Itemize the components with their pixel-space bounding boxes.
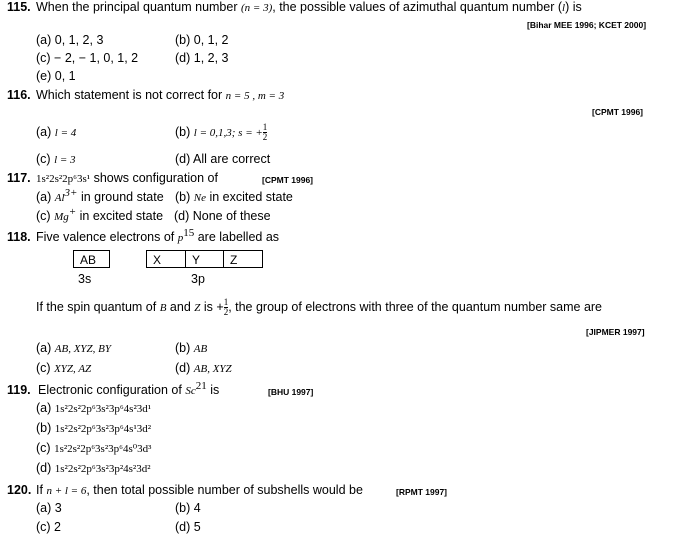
q117-option-c-math: Mg xyxy=(54,211,69,223)
q119-option-b-label: (b) xyxy=(36,421,52,435)
q119-option-a[interactable] xyxy=(36,401,151,417)
q115-option-a[interactable]: (a) 0, 1, 2, 3 xyxy=(36,33,104,47)
q115-stem-math: (n = 3) xyxy=(241,2,273,14)
q116-option-a-label: (a) xyxy=(36,125,52,139)
q115-option-c[interactable]: (c) − 2, − 1, 0, 1, 2 xyxy=(36,51,139,65)
q118-option-b-math: AB xyxy=(193,343,208,355)
orbital-box-3p-z xyxy=(223,250,263,268)
orbital-box-3p-y xyxy=(185,250,224,268)
q117-option-b[interactable] xyxy=(175,190,293,206)
q117-option-a-text: in ground state xyxy=(80,190,164,204)
q118-option-c-math: XYZ, AZ xyxy=(54,363,92,375)
q118-option-a[interactable] xyxy=(36,341,111,357)
q118-stem2-and: and xyxy=(169,300,191,314)
q120-source: [RPMT 1997] xyxy=(396,487,448,497)
q120-option-a[interactable]: (a) 3 xyxy=(36,501,62,515)
q117-option-c[interactable] xyxy=(36,205,164,225)
q119-stem-is: is xyxy=(210,383,220,397)
q118-stem-text2: are labelled as xyxy=(197,230,280,244)
q116-option-b-label: (b) xyxy=(175,125,191,139)
q118-source: [JIPMER 1997] xyxy=(586,327,645,337)
q117-option-a[interactable] xyxy=(36,186,164,206)
q119-stem-text: Electronic configuration of xyxy=(38,383,182,397)
q116-option-d[interactable]: (d) All are correct xyxy=(175,152,271,166)
q118-option-b[interactable] xyxy=(175,341,207,357)
q115-stem xyxy=(36,0,582,16)
q119-option-d-label: (d) xyxy=(36,461,52,475)
orbital-label-3s: 3s xyxy=(78,272,92,286)
q119-option-a-config: 1s²2s²2p⁶3s²3p⁶4s²3d¹ xyxy=(54,403,152,415)
q120-option-c[interactable]: (c) 2 xyxy=(36,520,61,534)
q116-source: [CPMT 1996] xyxy=(592,107,644,117)
q119-option-b-config: 1s²2s²2p⁶3s²3p⁶4s¹3d² xyxy=(54,423,152,435)
q118-stem-p: p xyxy=(177,232,184,244)
q116-option-c[interactable] xyxy=(36,152,76,168)
q117-stem xyxy=(36,171,218,187)
orbital-label-3p: 3p xyxy=(191,272,205,286)
q116-option-b-math: l = 0,1,3; s = + xyxy=(193,127,263,139)
q118-option-c[interactable] xyxy=(36,361,91,377)
q116-option-c-math: l = 3 xyxy=(54,154,76,166)
q117-number: 117. xyxy=(7,171,31,185)
q118-stem2-text: If the spin quantum of xyxy=(36,300,157,314)
q119-number: 119. xyxy=(7,383,31,397)
q117-option-c-text: in excited state xyxy=(79,209,164,223)
q120-option-b[interactable]: (b) 4 xyxy=(175,501,201,515)
q116-option-b-fraction xyxy=(263,123,268,142)
q118-option-d-math: AB, XYZ xyxy=(193,363,232,375)
q118-option-d-label: (d) xyxy=(175,361,191,375)
q118-option-d[interactable] xyxy=(175,361,232,377)
q117-option-a-math: Al xyxy=(54,192,65,204)
q119-option-c[interactable] xyxy=(36,441,151,457)
q119-option-b[interactable] xyxy=(36,421,151,437)
q117-option-b-label: (b) xyxy=(175,190,191,204)
orbital-box-3p-x xyxy=(146,250,186,268)
q115-stem-text3: ) is xyxy=(565,0,582,14)
q117-option-d[interactable]: (d) None of these xyxy=(174,209,271,223)
q115-option-e[interactable]: (e) 0, 1 xyxy=(36,69,76,83)
q115-source: [Bihar MEE 1996; KCET 2000] xyxy=(527,20,647,30)
q119-stem-sup: 21 xyxy=(195,379,207,392)
q117-option-a-sup: 3+ xyxy=(64,186,78,199)
q118-option-b-label: (b) xyxy=(175,341,191,355)
q117-option-c-sup: + xyxy=(68,205,77,218)
q116-stem-math: n = 5 , m = 3 xyxy=(225,90,285,102)
q116-fraction-num: 1 xyxy=(262,122,268,133)
orbital-box-y-label: Y xyxy=(192,253,201,267)
q116-option-a[interactable] xyxy=(36,125,76,141)
orbital-box-z-label: Z xyxy=(230,253,238,267)
q118-option-a-label: (a) xyxy=(36,341,52,355)
q118-stem-sup: 15 xyxy=(183,226,195,239)
orbital-box-3s-label: AB xyxy=(80,253,97,267)
q118-option-a-math: AB, XYZ, BY xyxy=(54,343,111,355)
q119-option-c-config: 1s²2s²2p⁶3s²3p⁶4s⁰3d³ xyxy=(54,443,152,455)
q118-fraction-den: 2 xyxy=(223,307,229,318)
q116-stem-text: Which statement is not correct for xyxy=(36,88,223,102)
orbital-box-3s xyxy=(73,250,110,268)
q118-stem2 xyxy=(36,296,602,319)
q116-stem xyxy=(36,88,284,104)
q118-option-c-label: (c) xyxy=(36,361,51,375)
q120-option-d[interactable]: (d) 5 xyxy=(175,520,201,534)
q117-option-c-label: (c) xyxy=(36,209,51,223)
q119-option-a-label: (a) xyxy=(36,401,52,415)
q119-stem xyxy=(38,379,220,399)
q117-config: 1s²2s²2p⁶3s¹ xyxy=(36,173,91,185)
q118-stem2-z: Z xyxy=(194,302,201,314)
q119-source: [BHU 1997] xyxy=(268,387,314,397)
q118-stem-text: Five valence electrons of xyxy=(36,230,175,244)
q116-fraction-den: 2 xyxy=(262,132,268,143)
q118-stem2-is: is + xyxy=(203,300,224,314)
q117-stem-text: shows configuration of xyxy=(93,171,218,185)
q115-stem-text2: , the possible values of azimuthal quantum number ( xyxy=(272,0,562,14)
q117-option-b-text: in excited state xyxy=(209,190,293,204)
q115-stem-text: When the principal quantum number xyxy=(36,0,238,14)
q116-option-c-label: (c) xyxy=(36,152,51,166)
q116-number: 116. xyxy=(7,88,31,102)
q118-fraction-num: 1 xyxy=(223,297,229,308)
q115-stem-l: l xyxy=(562,2,566,14)
q119-option-d-config: 1s²2s²2p⁶3s²3p²4s²3d² xyxy=(54,463,151,475)
q116-option-a-math: l = 4 xyxy=(54,127,77,139)
q117-option-a-label: (a) xyxy=(36,190,52,204)
q119-option-c-label: (c) xyxy=(36,441,51,455)
q118-number: 118. xyxy=(7,230,31,244)
q120-stem-text: , then total possible number of subshells would be xyxy=(86,483,363,497)
q115-option-d[interactable]: (d) 1, 2, 3 xyxy=(175,51,229,65)
q120-stem-math: n + l = 6 xyxy=(46,485,87,497)
q120-stem xyxy=(36,483,363,499)
q120-number: 120. xyxy=(7,483,32,497)
q115-option-b[interactable]: (b) 0, 1, 2 xyxy=(175,33,229,47)
q117-option-b-math: Ne xyxy=(193,192,206,204)
q117-source: [CPMT 1996] xyxy=(262,175,314,185)
q118-stem2-rest: , the group of electrons with three of the quantum number same are xyxy=(228,300,603,314)
q118-stem xyxy=(36,226,280,246)
orbital-box-x-label: X xyxy=(153,253,162,267)
q120-stem-if: If xyxy=(36,483,43,497)
q115-number: 115. xyxy=(7,0,31,14)
q119-stem-sc: Sc xyxy=(185,385,196,397)
q119-option-d[interactable] xyxy=(36,461,151,477)
q118-stem2-b: B xyxy=(159,302,167,314)
q116-option-b[interactable] xyxy=(175,121,267,144)
